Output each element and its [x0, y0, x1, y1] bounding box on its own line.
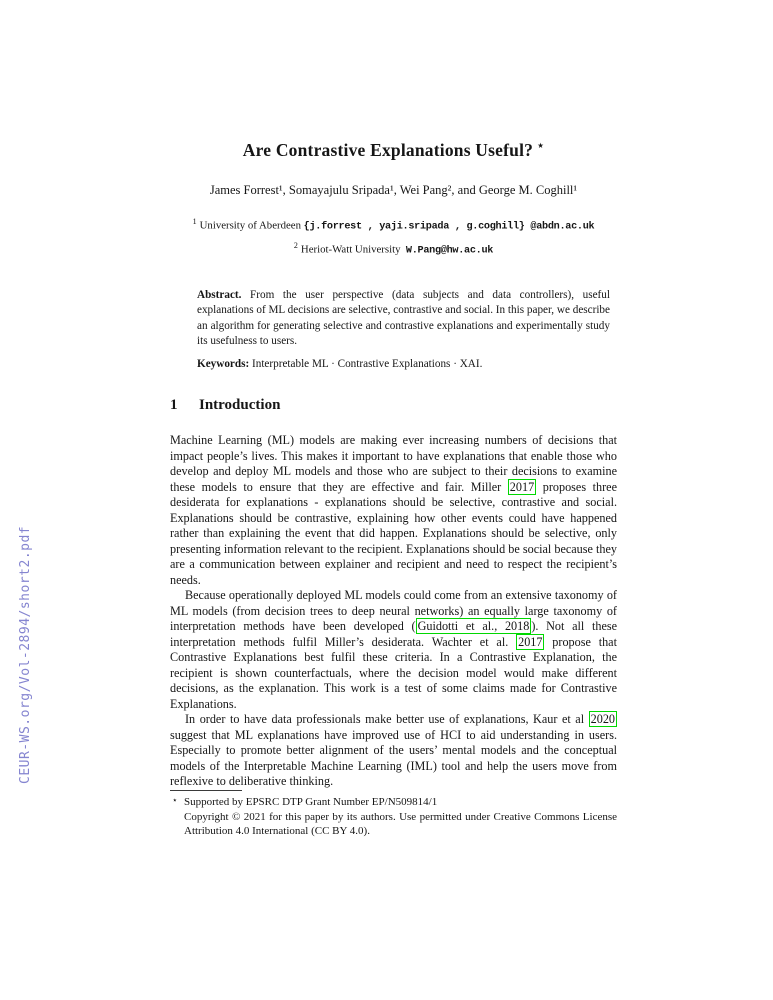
- keywords-text: Interpretable ML · Contrastive Explanations · XAI.: [249, 358, 483, 370]
- affiliation-1-email: {j.forrest , yaji.sripada , g.coghill} @abdn.ac.uk: [303, 221, 595, 233]
- keywords-block: [197, 358, 610, 370]
- paragraph-2-text: Because operationally deployed ML models could come from an extensive taxonomy of ML models (from decision trees to deep neural networks) an equally large taxonomy of interpretation methods have been developed (: [170, 588, 617, 633]
- footnote-copyright-line: Copyright © 2021 for this paper by its authors. Use permitted under Creative Commons License Attribution 4.0 International (CC BY 4.0).: [184, 810, 617, 837]
- footnote-star-marker: ⋆: [172, 795, 178, 805]
- keywords-label: Keywords:: [197, 358, 250, 370]
- section-1-heading: [170, 397, 280, 414]
- citation-link-miller-2017[interactable]: 2017: [509, 479, 535, 494]
- paragraph-2: [170, 588, 617, 712]
- paragraph-2-text-cont: ). Not all these interpretation methods fulfil Miller’s desiderata. Wachter et al.: [170, 619, 618, 649]
- affiliation-2-name: Heriot-Watt University: [300, 243, 404, 256]
- affiliation-1-superscript: 1: [192, 217, 197, 226]
- introduction-body: [170, 433, 617, 790]
- paragraph-2-text-cont-2: propose that Contrastive Explanations best fulfil these criteria. In a Contrastive Explanation, the recipient is shown counterfactuals, where the decision model would make different decisions, as the explanation. This work is a test of some claims made for Contrastive Explanations.: [170, 634, 617, 711]
- authors-line: James Forrest¹, Somayajulu Sripada¹, Wei Pang², and George M. Coghill¹: [209, 183, 578, 197]
- paragraph-3: [170, 712, 617, 790]
- footnote-support-line: Supported by EPSRC DTP Grant Number EP/N509814/1: [184, 796, 438, 808]
- citation-link-kaur-2020[interactable]: 2020: [590, 712, 615, 726]
- paragraph-1-text: Machine Learning (ML) models are making ever increasing numbers of decisions that impact people’s lives. This makes it important to have explanations that enable those who develop and deploy ML models and those who are subject to their decisions to examine these models to ensure that they are effective and fair. Miller: [170, 433, 617, 494]
- section-1-number: 1: [170, 397, 178, 413]
- affiliation-line-1: [170, 213, 617, 237]
- affiliations-block: [170, 213, 617, 260]
- affiliation-2-email: W.Pang@hw.ac.uk: [405, 245, 494, 257]
- paragraph-3-text-cont: suggest that ML explanations have improved use of HCI to aid understanding in users. Especially to promote better alignment of the users’ mental models and the conceptual models of the Interpretable Machine Learning (IML) tool and help the users move from reflexive to deliberative thinking.: [170, 727, 617, 788]
- affiliation-line-2: [170, 237, 617, 261]
- citation-link-guidotti-2018[interactable]: Guidotti et al., 2018: [417, 619, 530, 633]
- paragraph-1: [170, 433, 617, 588]
- abstract-label: Abstract.: [197, 289, 242, 301]
- paper-title-text: Are Contrastive Explanations Useful?: [242, 139, 534, 160]
- paper-title: [170, 139, 617, 161]
- footnote-block: [170, 795, 617, 839]
- title-footnote-star: ⋆: [537, 140, 545, 152]
- citation-link-wachter-2017[interactable]: 2017: [518, 634, 543, 649]
- affiliation-2-superscript: 2: [293, 240, 298, 250]
- ceur-ws-vertical-url-link[interactable]: CEUR-WS.org/Vol-2894/short2.pdf: [18, 525, 33, 784]
- footnote-separator-rule: [170, 790, 242, 791]
- abstract-text: From the user perspective (data subjects and data controllers), useful explanations of ML decisions are selective, contrastive and social. In this paper, we describe an algorithm for generating selective and contrastive explanations and experimentally study its usefulness to users.: [197, 289, 610, 348]
- paragraph-3-text: In order to have data professionals make better use of explanations, Kaur et al: [185, 712, 589, 726]
- abstract-block: [197, 288, 610, 350]
- paragraph-1-text-cont: proposes three desiderata for explanations - explanations should be selective, contrastive and social. Explanations should be contrastive, explaining how other events could have happened rather than explaining the event that did happen. Explanations should be selective, only presenting information relevant to the recipient. Explanations should be social because they are a communication between explainer and recipient and need to respect the recipient’s needs.: [170, 479, 617, 587]
- affiliation-1-name: University of Aberdeen: [199, 219, 304, 232]
- section-1-title: Introduction: [199, 397, 281, 413]
